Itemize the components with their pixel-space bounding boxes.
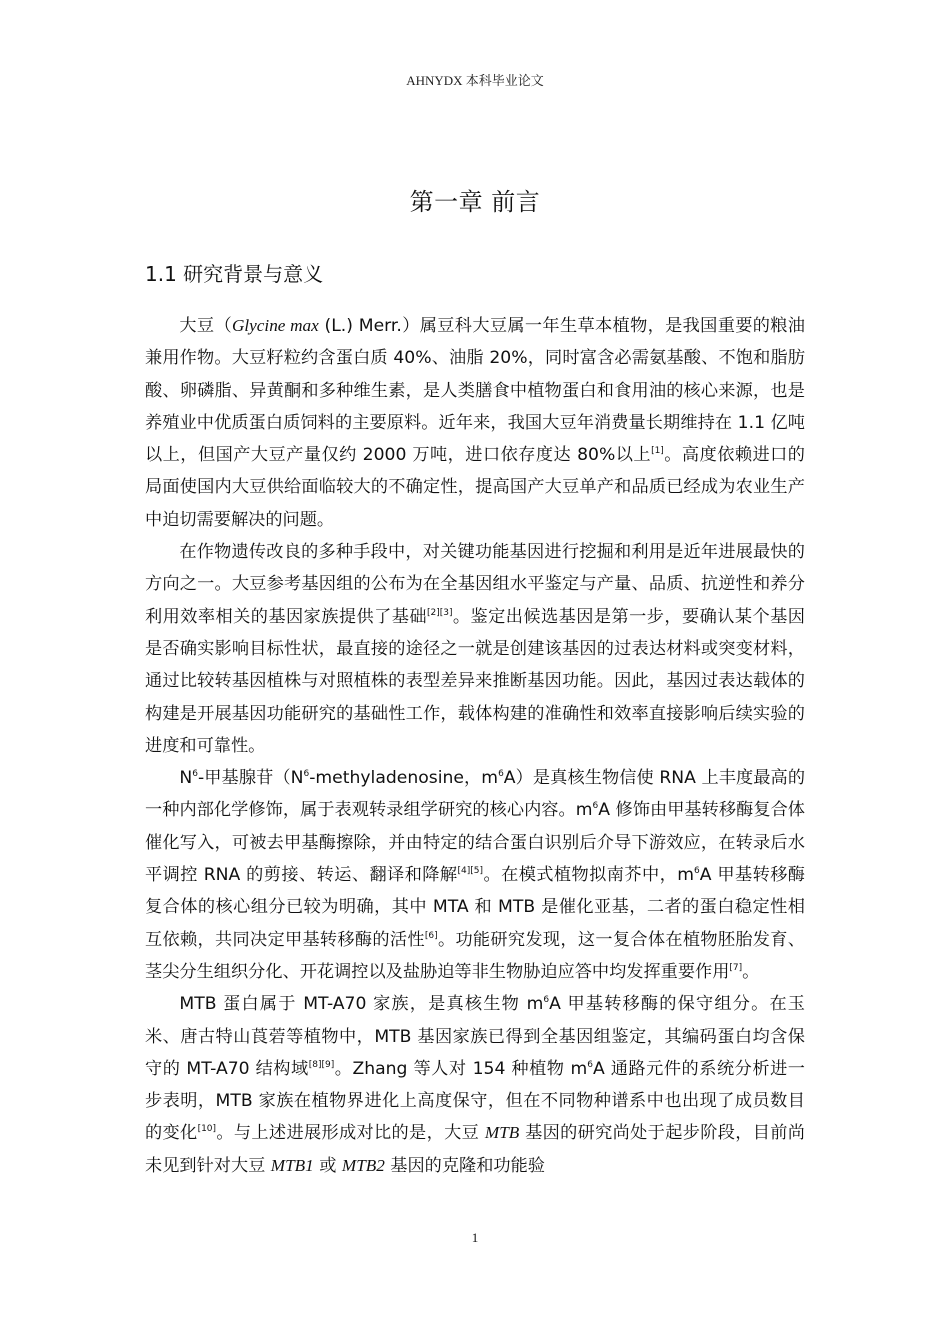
text-segment: 基因的克隆和功能验 [384,1155,545,1176]
body-text [145,310,805,1182]
text-segment: 。高度依赖进口的局面使国内大豆供给面临较大的不确定性，提高国产大豆单产和品质已经成为农业生产中迫切需要解决的问题。 [145,445,805,530]
page-number: 1 [471,1230,479,1245]
text-segment: A）是真核生物信使 RNA 上丰度最高的一种内部化学修饰，属于表观转录组学研究的核心内容。m [145,768,806,821]
text-segment: MTB 蛋白属于 MT-A70 家族，是真核生物 m [179,994,544,1015]
superscript: [2][3] [427,607,453,618]
superscript: [8][9] [308,1059,335,1070]
text-segment: 。 [742,961,760,982]
superscript: 6 [543,995,550,1006]
text-segment: 基因的研究尚处于起步阶段，目前尚未见到针对大豆 [145,1123,805,1176]
chapter-title: 第一章 前言 [409,188,541,216]
text-segment: 或 [313,1155,342,1176]
text-segment: -methyladenosine，m [309,768,499,789]
text-segment: A 修饰由甲基转移酶复合体催化写入，可被去甲基酶擦除，并由特定的结合蛋白识别后介导下游效应，在转录后水平调控 RNA 的剪接、转运、翻译和降解 [145,800,805,886]
text-segment: 在作物遗传改良的多种手段中，对关键功能基因进行挖掘和利用是近年进展最快的方向之一。大豆参考基因组的公布为在全基因组水平鉴定与产量、品质、抗逆性和养分利用效率相关的基因家族提供了基础 [145,542,805,627]
text-segment: A 甲基转移酶的保守组分。在玉米、唐古特山莨菪等植物中，MTB 基因家族已得到全基因组鉴定，其编码蛋白均含保守的 MT-A70 结构域 [145,994,805,1079]
text-segment: 。Zhang 等人对 154 种植物 m [334,1058,588,1079]
page-header: AHNYDX 本科毕业论文 [406,73,544,88]
text-segment: (L.) Merr.）属豆科大豆属一年生草本植物，是我国重要的粮油兼用作物。大豆籽粒约含蛋白质 40%、油脂 20%，同时富含必需氨基酸、不饱和脂肪酸、卵磷脂、异黄酮和多种维生素，是人类膳食中植物蛋白和食用油的核心来源，也是养殖业中优质蛋白质饲料的主要原料。近年来，我国大豆年消费量长期维持在 1.1 亿吨以上，但国产大豆产量仅约 2000 万吨，进口依存度达 80%以上 [145,316,805,466]
text-segment: A 通路元件的系统分析进一步表明，MTB 家族在植物界进化上高度保守，但在不同物种谱系中也出现了成员数目的变化 [145,1058,805,1144]
italic-term: MTB1 [270,1155,314,1175]
italic-term: Glycine max [231,316,319,335]
header-rule [145,96,805,97]
superscript: 6 [303,769,310,780]
text-segment: A 甲基转移酶复合体的核心组分已较为明确，其中 MTA 和 MTB 是催化亚基，二者的蛋白稳定性相互依赖，共同决定甲基转移酶的活性 [145,865,805,950]
superscript: 6 [592,801,599,812]
paragraph [145,988,805,1182]
superscript: [7] [729,962,743,973]
italic-term: MTB2 [341,1155,385,1175]
paragraph [145,762,805,988]
superscript: [10] [197,1124,217,1135]
superscript: 6 [693,866,700,877]
superscript: 6 [498,769,504,780]
text-segment: 大豆（ [179,316,232,336]
text-segment: -甲基腺苷（N [197,768,304,789]
superscript: [4][5] [457,866,484,877]
paragraph [145,310,805,536]
text-segment: 。在模式植物拟南芥中，m [483,865,694,886]
italic-term: MTB [484,1123,520,1143]
paragraph [145,536,805,762]
text-segment: 。与上述进展形成对比的是，大豆 [216,1123,485,1144]
superscript: [6] [424,930,438,941]
text-segment: 。功能研究发现，这一复合体在植物胚胎发育、茎尖分生组织分化、开花调控以及盐胁迫等非生物胁迫应答中均发挥重要作用 [145,929,805,982]
section-title: 1.1 研究背景与意义 [145,262,324,286]
text-segment: 。鉴定出候选基因是第一步，要确认某个基因是否确实影响目标性状，最直接的途径之一就是创建该基因的过表达材料或突变材料，通过比较转基因植株与对照植株的表型差异来推断基因功能。因此，基因过表达载体的构建是开展基因功能研究的基础性工作，载体构建的准确性和效率直接影响后续实验的进度和可靠性。 [145,606,805,756]
superscript: [1] [651,446,664,457]
superscript: 6 [192,769,198,780]
superscript: 6 [587,1059,593,1070]
text-segment: N [179,768,193,789]
